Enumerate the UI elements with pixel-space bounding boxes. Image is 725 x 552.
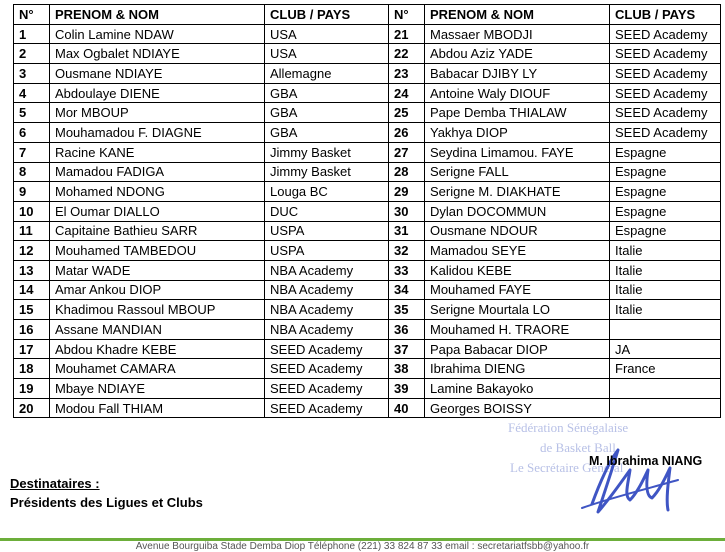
table-row bbox=[14, 221, 721, 241]
cell-left-num: 19 bbox=[14, 379, 50, 399]
cell-left-name: Matar WADE bbox=[50, 260, 265, 280]
cell-left-club: GBA bbox=[265, 123, 389, 143]
cell-right-num: 28 bbox=[389, 162, 425, 182]
table-row bbox=[14, 24, 721, 44]
table-row bbox=[14, 201, 721, 221]
cell-right-num: 35 bbox=[389, 300, 425, 320]
header-num-left: N° bbox=[14, 5, 50, 25]
cell-right-club: JA bbox=[610, 339, 721, 359]
cell-right-club bbox=[610, 379, 721, 399]
cell-left-club: SEED Academy bbox=[265, 359, 389, 379]
recipients-title: Destinataires : bbox=[10, 476, 100, 491]
cell-left-club: SEED Academy bbox=[265, 398, 389, 418]
cell-right-name: Antoine Waly DIOUF bbox=[425, 83, 610, 103]
table-row bbox=[14, 182, 721, 202]
cell-right-num: 40 bbox=[389, 398, 425, 418]
cell-left-name: Mamadou FADIGA bbox=[50, 162, 265, 182]
cell-right-name: Lamine Bakayoko bbox=[425, 379, 610, 399]
cell-right-club: SEED Academy bbox=[610, 123, 721, 143]
cell-right-name: Seydina Limamou. FAYE bbox=[425, 142, 610, 162]
cell-left-club: USPA bbox=[265, 221, 389, 241]
cell-left-num: 9 bbox=[14, 182, 50, 202]
cell-left-num: 14 bbox=[14, 280, 50, 300]
stamp-line-1: Fédération Sénégalaise bbox=[508, 420, 629, 435]
cell-left-name: Khadimou Rassoul MBOUP bbox=[50, 300, 265, 320]
cell-left-num: 4 bbox=[14, 83, 50, 103]
table-row bbox=[14, 162, 721, 182]
cell-left-num: 12 bbox=[14, 241, 50, 261]
cell-left-num: 2 bbox=[14, 44, 50, 64]
cell-right-name: Massaer MBODJI bbox=[425, 24, 610, 44]
table-row bbox=[14, 241, 721, 261]
header-num-right: N° bbox=[389, 5, 425, 25]
cell-right-club: Espagne bbox=[610, 201, 721, 221]
cell-left-club: USA bbox=[265, 44, 389, 64]
cell-left-num: 15 bbox=[14, 300, 50, 320]
cell-right-name: Mouhamed H. TRAORE bbox=[425, 320, 610, 340]
table-row bbox=[14, 320, 721, 340]
table-row bbox=[14, 300, 721, 320]
cell-left-club: NBA Academy bbox=[265, 300, 389, 320]
cell-left-club: Louga BC bbox=[265, 182, 389, 202]
cell-right-name: Mamadou SEYE bbox=[425, 241, 610, 261]
table-row bbox=[14, 260, 721, 280]
cell-right-name: Serigne FALL bbox=[425, 162, 610, 182]
cell-right-num: 34 bbox=[389, 280, 425, 300]
cell-right-num: 24 bbox=[389, 83, 425, 103]
cell-right-num: 36 bbox=[389, 320, 425, 340]
cell-left-num: 5 bbox=[14, 103, 50, 123]
cell-right-name: Georges BOISSY bbox=[425, 398, 610, 418]
stamp-line-2: de Basket Ball bbox=[540, 440, 616, 455]
cell-left-num: 16 bbox=[14, 320, 50, 340]
cell-right-club: Espagne bbox=[610, 142, 721, 162]
cell-left-name: Modou Fall THIAM bbox=[50, 398, 265, 418]
cell-right-num: 23 bbox=[389, 64, 425, 84]
table-row bbox=[14, 142, 721, 162]
table-row bbox=[14, 339, 721, 359]
cell-left-name: Mbaye NDIAYE bbox=[50, 379, 265, 399]
cell-left-name: Ousmane NDIAYE bbox=[50, 64, 265, 84]
cell-right-name: Yakhya DIOP bbox=[425, 123, 610, 143]
roster-table bbox=[13, 4, 721, 418]
footer-address: Avenue Bourguiba Stade Demba Diop Téléphone (221) 33 824 87 33 email : secretariatfsbb@yahoo.fr bbox=[135, 541, 590, 552]
cell-right-name: Abdou Aziz YADE bbox=[425, 44, 610, 64]
cell-left-num: 1 bbox=[14, 24, 50, 44]
cell-right-club: Espagne bbox=[610, 182, 721, 202]
table-row bbox=[14, 83, 721, 103]
cell-left-num: 10 bbox=[14, 201, 50, 221]
cell-right-club: SEED Academy bbox=[610, 44, 721, 64]
cell-left-name: Racine KANE bbox=[50, 142, 265, 162]
cell-right-club: SEED Academy bbox=[610, 103, 721, 123]
cell-left-name: Colin Lamine NDAW bbox=[50, 24, 265, 44]
cell-right-name: Ousmane NDOUR bbox=[425, 221, 610, 241]
cell-right-club: Italie bbox=[610, 300, 721, 320]
table-row bbox=[14, 64, 721, 84]
cell-left-name: Abdoulaye DIENE bbox=[50, 83, 265, 103]
cell-right-name: Dylan DOCOMMUN bbox=[425, 201, 610, 221]
cell-left-num: 6 bbox=[14, 123, 50, 143]
table-row bbox=[14, 359, 721, 379]
cell-left-club: GBA bbox=[265, 103, 389, 123]
cell-left-name: Mouhamet CAMARA bbox=[50, 359, 265, 379]
header-club-left: CLUB / PAYS bbox=[265, 5, 389, 25]
cell-left-num: 3 bbox=[14, 64, 50, 84]
cell-right-club: Italie bbox=[610, 241, 721, 261]
cell-right-club: France bbox=[610, 359, 721, 379]
cell-left-num: 18 bbox=[14, 359, 50, 379]
cell-left-club: NBA Academy bbox=[265, 260, 389, 280]
cell-right-club: Espagne bbox=[610, 162, 721, 182]
cell-right-club bbox=[610, 320, 721, 340]
cell-right-name: Papa Babacar DIOP bbox=[425, 339, 610, 359]
cell-right-club: Italie bbox=[610, 280, 721, 300]
cell-left-name: El Oumar DIALLO bbox=[50, 201, 265, 221]
cell-left-club: SEED Academy bbox=[265, 339, 389, 359]
cell-right-num: 39 bbox=[389, 379, 425, 399]
cell-right-name: Serigne Mourtala LO bbox=[425, 300, 610, 320]
table-row bbox=[14, 103, 721, 123]
cell-right-name: Babacar DJIBY LY bbox=[425, 64, 610, 84]
cell-left-name: Mouhamadou F. DIAGNE bbox=[50, 123, 265, 143]
cell-left-club: USPA bbox=[265, 241, 389, 261]
cell-right-num: 37 bbox=[389, 339, 425, 359]
cell-right-num: 29 bbox=[389, 182, 425, 202]
table-row bbox=[14, 44, 721, 64]
cell-left-name: Abdou Khadre KEBE bbox=[50, 339, 265, 359]
cell-right-num: 26 bbox=[389, 123, 425, 143]
cell-left-num: 8 bbox=[14, 162, 50, 182]
cell-left-num: 7 bbox=[14, 142, 50, 162]
cell-left-name: Mor MBOUP bbox=[50, 103, 265, 123]
cell-left-club: SEED Academy bbox=[265, 379, 389, 399]
cell-left-club: NBA Academy bbox=[265, 320, 389, 340]
cell-right-num: 22 bbox=[389, 44, 425, 64]
cell-right-name: Serigne M. DIAKHATE bbox=[425, 182, 610, 202]
cell-left-club: DUC bbox=[265, 201, 389, 221]
stamp-line-3: Le Secrétaire Général bbox=[510, 460, 624, 475]
cell-right-num: 27 bbox=[389, 142, 425, 162]
cell-left-name: Mouhamed TAMBEDOU bbox=[50, 241, 265, 261]
header-name-left: PRENOM & NOM bbox=[50, 5, 265, 25]
cell-right-num: 21 bbox=[389, 24, 425, 44]
recipients-body: Présidents des Ligues et Clubs bbox=[10, 495, 203, 510]
roster-body bbox=[14, 24, 721, 418]
cell-left-name: Max Ogbalet NDIAYE bbox=[50, 44, 265, 64]
cell-right-name: Pape Demba THIALAW bbox=[425, 103, 610, 123]
cell-left-name: Capitaine Bathieu SARR bbox=[50, 221, 265, 241]
cell-left-name: Assane MANDIAN bbox=[50, 320, 265, 340]
table-row bbox=[14, 123, 721, 143]
cell-right-club: Italie bbox=[610, 260, 721, 280]
cell-left-name: Amar Ankou DIOP bbox=[50, 280, 265, 300]
cell-right-name: Ibrahima DIENG bbox=[425, 359, 610, 379]
cell-left-num: 13 bbox=[14, 260, 50, 280]
cell-right-name: Kalidou KEBE bbox=[425, 260, 610, 280]
header-club-right: CLUB / PAYS bbox=[610, 5, 721, 25]
signatory-name: M. Ibrahima NIANG bbox=[589, 454, 703, 468]
cell-right-num: 32 bbox=[389, 241, 425, 261]
cell-right-club: SEED Academy bbox=[610, 83, 721, 103]
cell-left-name: Mohamed NDONG bbox=[50, 182, 265, 202]
cell-left-num: 11 bbox=[14, 221, 50, 241]
cell-right-num: 25 bbox=[389, 103, 425, 123]
cell-left-club: GBA bbox=[265, 83, 389, 103]
cell-left-num: 20 bbox=[14, 398, 50, 418]
table-row bbox=[14, 379, 721, 399]
cell-left-club: NBA Academy bbox=[265, 280, 389, 300]
table-row bbox=[14, 280, 721, 300]
table-header-row bbox=[14, 5, 721, 25]
cell-right-name: Mouhamed FAYE bbox=[425, 280, 610, 300]
cell-right-num: 31 bbox=[389, 221, 425, 241]
cell-right-club: Espagne bbox=[610, 221, 721, 241]
cell-left-club: Allemagne bbox=[265, 64, 389, 84]
cell-right-club: SEED Academy bbox=[610, 24, 721, 44]
cell-right-club: SEED Academy bbox=[610, 64, 721, 84]
cell-right-num: 33 bbox=[389, 260, 425, 280]
cell-right-num: 30 bbox=[389, 201, 425, 221]
cell-left-club: USA bbox=[265, 24, 389, 44]
cell-left-num: 17 bbox=[14, 339, 50, 359]
cell-right-num: 38 bbox=[389, 359, 425, 379]
header-name-right: PRENOM & NOM bbox=[425, 5, 610, 25]
cell-left-club: Jimmy Basket bbox=[265, 162, 389, 182]
cell-left-club: Jimmy Basket bbox=[265, 142, 389, 162]
